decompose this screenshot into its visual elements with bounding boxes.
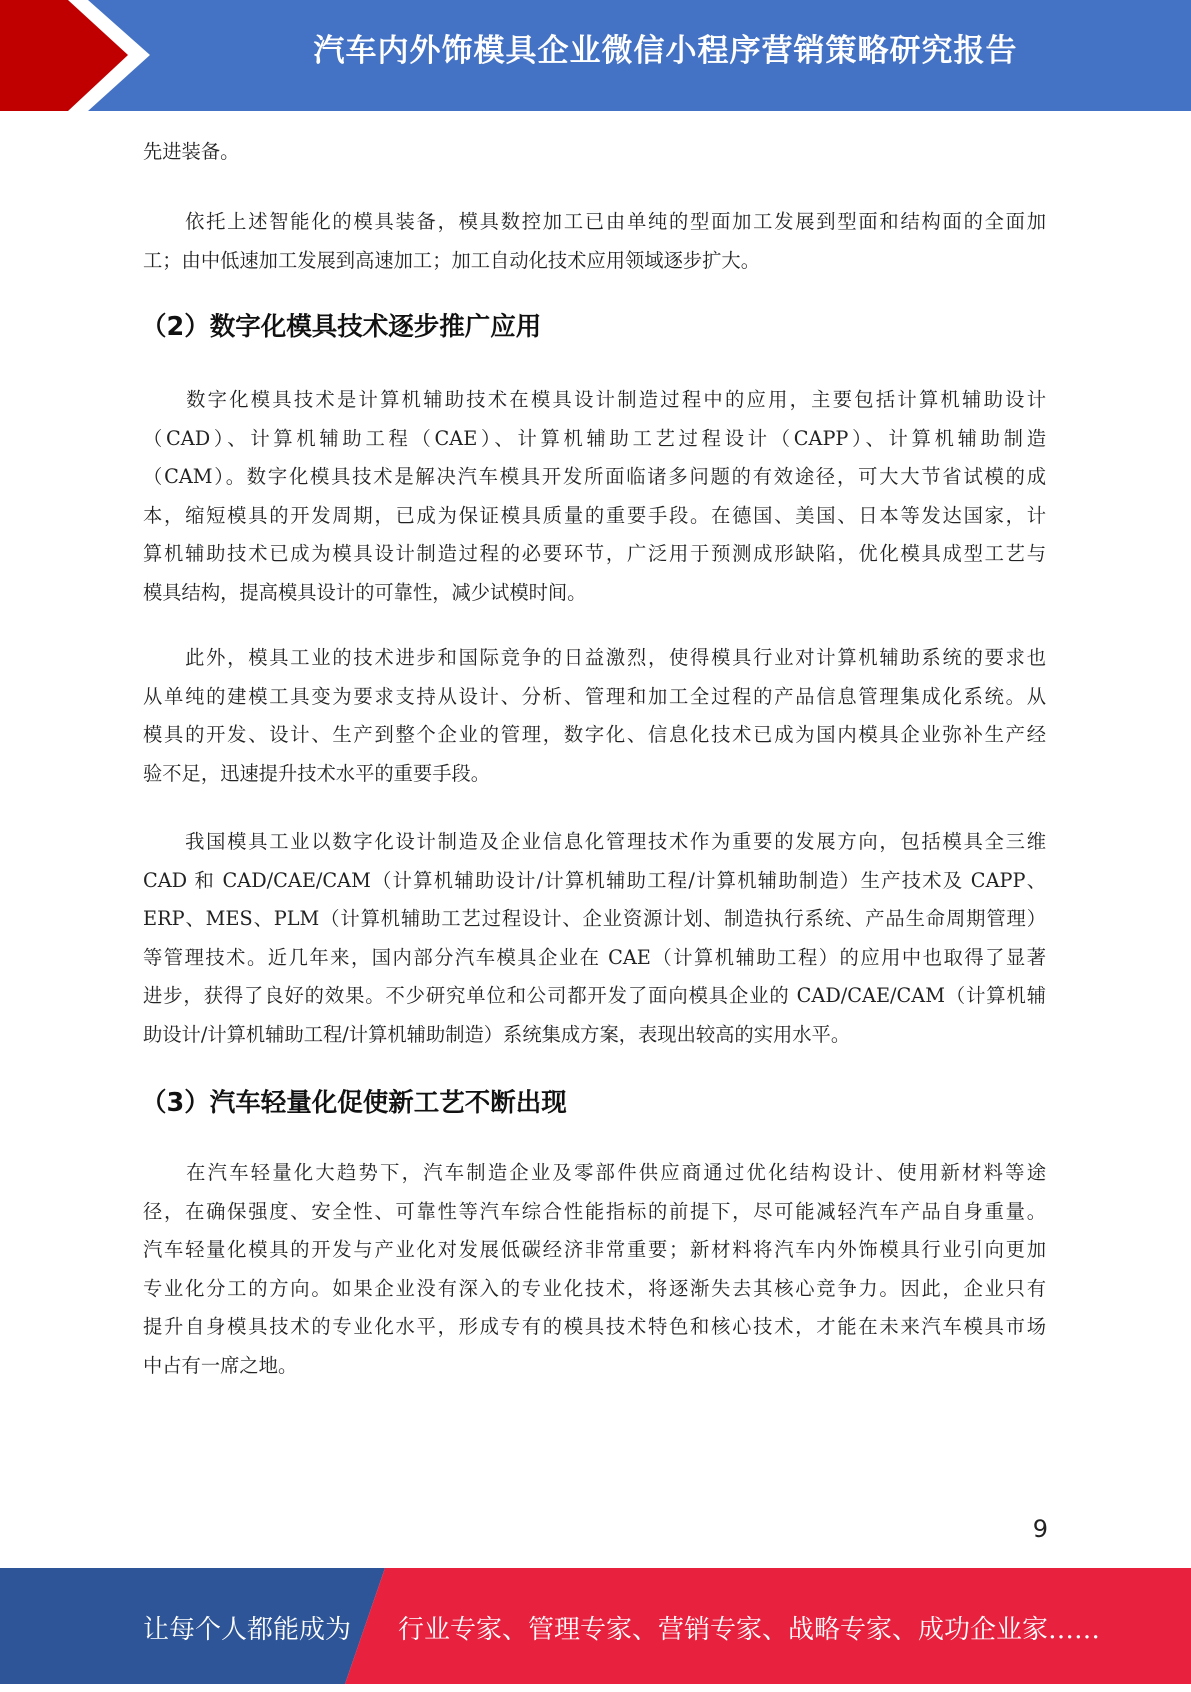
section-heading-3: （3）汽车轻量化促使新工艺不断出现: [141, 1088, 567, 1118]
section-heading-2: （2）数字化模具技术逐步推广应用: [141, 312, 542, 342]
header-arrow-decoration: [0, 0, 150, 111]
paragraph-line: 模具结构，提高模具设计的可靠性，减少试模时间。: [143, 580, 587, 604]
paragraph-line: ERP、MES、PLM（计算机辅助工艺过程设计、企业资源计划、制造执行系统、产品生命周期管理）: [143, 907, 1046, 930]
paragraph-line: 本，缩短模具的开发周期，已成为保证模具质量的重要手段。在德国、美国、日本等发达国家，计: [143, 503, 1046, 527]
paragraph-line: 汽车轻量化模具的开发与产业化对发展低碳经济非常重要；新材料将汽车内外饰模具行业引向更加: [143, 1238, 1046, 1261]
paragraph-line: 我国模具工业以数字化设计制造及企业信息化管理技术作为重要的发展方向，包括模具全三维: [143, 830, 1046, 853]
paragraph-line: 专业化分工的方向。如果企业没有深入的专业化技术，将逐渐失去其核心竞争力。因此，企业只有: [143, 1276, 1046, 1300]
footer-slogan-left: 让每个人都能成为: [143, 1615, 352, 1645]
paragraph-2: [143, 203, 1046, 280]
paragraph-5: [143, 823, 1046, 1054]
paragraph-line: 工；由中低速加工发展到高速加工；加工自动化技术应用领域逐步扩大。: [143, 248, 760, 272]
paragraph-line: （CAM）。数字化模具技术是解决汽车模具开发所面临诸多问题的有效途径，可大大节省试模的成: [143, 465, 1046, 488]
paragraph-6: [143, 1154, 1046, 1385]
paragraph-line: 等管理技术。近几年来，国内部分汽车模具企业在 CAE（计算机辅助工程）的应用中也取得了显著: [143, 945, 1046, 969]
paragraph-line: 数字化模具技术是计算机辅助技术在模具设计制造过程中的应用，主要包括计算机辅助设计: [143, 388, 1046, 411]
page-footer: [0, 1568, 1191, 1684]
paragraph-1: [143, 133, 1046, 172]
paragraph-line: 中占有一席之地。: [143, 1353, 298, 1377]
paragraph-4: [143, 639, 1046, 793]
paragraph-line: 径，在确保强度、安全性、可靠性等汽车综合性能指标的前提下，尽可能减轻汽车产品自身重量。: [143, 1199, 1046, 1223]
paragraph-line: （CAD）、计算机辅助工程（CAE）、计算机辅助工艺过程设计（CAPP）、计算机辅助制造: [143, 426, 1046, 450]
footer-slogan-right: 行业专家、管理专家、营销专家、战略专家、成功企业家……: [398, 1615, 1101, 1645]
paragraph-line: 先进装备。: [143, 140, 240, 163]
paragraph-line: 模具的开发、设计、生产到整个企业的管理，数字化、信息化技术已成为国内模具企业弥补生产经: [143, 723, 1046, 746]
page-number: 9: [1032, 1515, 1048, 1543]
paragraph-3: [143, 381, 1046, 612]
paragraph-line: CAD 和 CAD/CAE/CAM（计算机辅助设计/计算机辅助工程/计算机辅助制造）生产技术及 CAPP、: [143, 868, 1046, 892]
paragraph-line: 在汽车轻量化大趋势下，汽车制造企业及零部件供应商通过优化结构设计、使用新材料等途: [143, 1161, 1046, 1184]
paragraph-line: 此外，模具工业的技术进步和国际竞争的日益激烈，使得模具行业对计算机辅助系统的要求也: [143, 646, 1046, 669]
paragraph-line: 依托上述智能化的模具装备，模具数控加工已由单纯的型面加工发展到型面和结构面的全面加: [143, 210, 1046, 233]
page-header: [0, 0, 1191, 111]
paragraph-line: 助设计/计算机辅助工程/计算机辅助制造）系统集成方案，表现出较高的实用水平。: [143, 1022, 851, 1046]
paragraph-line: 验不足，迅速提升技术水平的重要手段。: [143, 761, 491, 785]
paragraph-line: 提升自身模具技术的专业化水平，形成专有的模具技术特色和核心技术，才能在未来汽车模具市场: [143, 1315, 1046, 1338]
paragraph-line: 从单纯的建模工具变为要求支持从设计、分析、管理和加工全过程的产品信息管理集成化系统。从: [143, 684, 1046, 708]
paragraph-line: 进步，获得了良好的效果。不少研究单位和公司都开发了面向模具企业的 CAD/CAE/CAM（计算机辅: [143, 984, 1046, 1007]
report-title: 汽车内外饰模具企业微信小程序营销策略研究报告: [313, 33, 1018, 69]
paragraph-line: 算机辅助技术已成为模具设计制造过程的必要环节，广泛用于预测成形缺陷，优化模具成型工艺与: [143, 542, 1046, 565]
